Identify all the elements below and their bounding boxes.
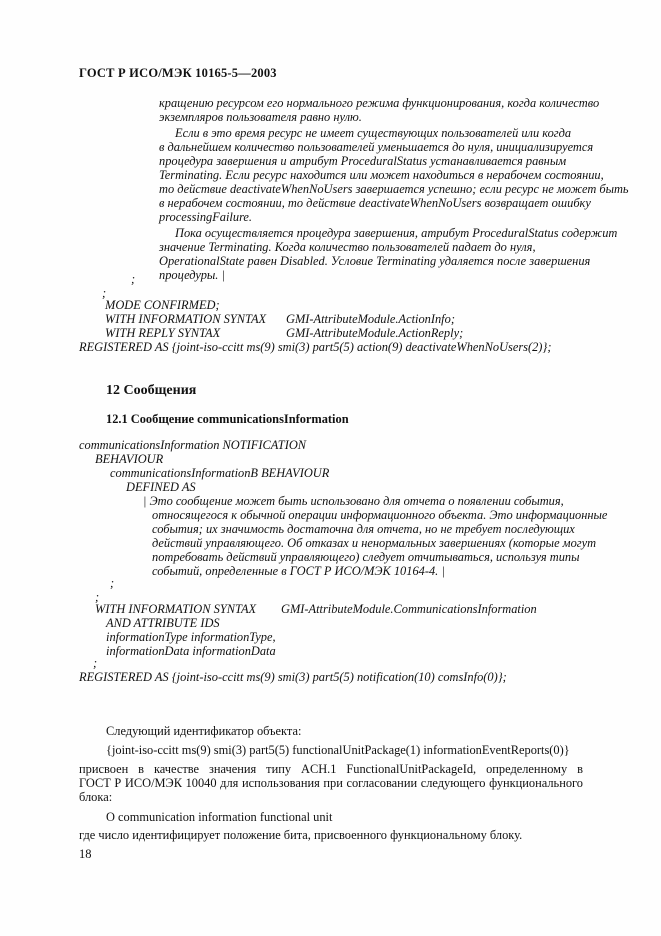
registered-as: REGISTERED AS {joint-iso-ccitt ms(9) smi(3) part5(5) notification(10) comsInfo(0)}; xyxy=(79,670,507,684)
text-line: Если в это время ресурс не имеет существующих пользователей или когда xyxy=(175,126,572,140)
registered-as: REGISTERED AS {joint-iso-ccitt ms(9) smi(3) part5(5) action(9) deactivateWhenNoUsers(2)}; xyxy=(79,340,552,354)
information-syntax-label: WITH INFORMATION SYNTAX xyxy=(105,312,267,326)
information-syntax-label: WITH INFORMATION SYNTAX xyxy=(95,602,257,616)
notification-header: communicationsInformation NOTIFICATION xyxy=(79,438,307,452)
semicolon: ; xyxy=(131,272,136,286)
text-line: экземпляров пользователя равно нулю. xyxy=(159,110,362,124)
text-line: то действие deactivateWhenNoUsers завершается успешно; если ресурс не может быть xyxy=(159,182,629,196)
section-heading: 12 Сообщения xyxy=(106,383,197,398)
semicolon: ; xyxy=(95,590,100,604)
text-line: | Это сообщение может быть использовано для отчета о появлении события, xyxy=(143,494,564,508)
text-line: относящегося к обычной операции информационного объекта. Это информационные xyxy=(152,508,608,522)
text-line: действий управляющего. Об отказах и ненормальных завершениях (которые могут xyxy=(152,536,597,550)
functional-unit-line: O communication information functional unit xyxy=(106,810,333,824)
defined-as: DEFINED AS xyxy=(126,480,196,494)
text-line: процедура завершения и атрибут ProceduralStatus устанавливается равным xyxy=(159,154,567,168)
behaviour-name: communicationsInformationB BEHAVIOUR xyxy=(110,466,330,480)
paragraph: присвоен в качестве значения типу ACH.1 FunctionalUnitPackageId, определенному в xyxy=(79,762,583,776)
text-line: потребовать действий управляющего) следует отчитываться, используя типы xyxy=(152,550,580,564)
page-number: 18 xyxy=(79,847,92,861)
paragraph: блока: xyxy=(79,790,113,804)
subsection-heading: 12.1 Сообщение communicationsInformation xyxy=(106,412,349,426)
semicolon: ; xyxy=(110,576,115,590)
attribute-ids-label: AND ATTRIBUTE IDS xyxy=(106,616,220,630)
paragraph: где число идентифицирует положение бита, присвоенного функциональному блоку. xyxy=(79,828,523,842)
semicolon: ; xyxy=(102,286,107,300)
text-line: событий, определенные в ГОСТ Р ИСО/МЭК 10164-4. | xyxy=(152,564,445,578)
attribute-id: informationData informationData xyxy=(106,644,276,658)
text-line: в нерабочем состоянии, то действие deactivateWhenNoUsers возвращает ошибку xyxy=(159,196,591,210)
text-line: кращению ресурсом его нормального режима функционирования, когда количество xyxy=(159,96,600,110)
text-line: события; их значимость достаточна для отчета, но не требует последующих xyxy=(152,522,575,536)
text-line: Пока осуществляется процедура завершения, атрибут ProceduralStatus содержит xyxy=(175,226,618,240)
object-identifier: {joint-iso-ccitt ms(9) smi(3) part5(5) functionalUnitPackage(1) informationEventReports(0)} xyxy=(106,743,570,757)
text-line: значение Terminating. Когда количество пользователей падает до нуля, xyxy=(159,240,536,254)
paragraph: ГОСТ Р ИСО/МЭК 10040 для использования при согласовании следующего функционального xyxy=(79,776,583,790)
behaviour-keyword: BEHAVIOUR xyxy=(95,452,164,466)
reply-syntax-label: WITH REPLY SYNTAX xyxy=(105,326,221,340)
paragraph: Следующий идентификатор объекта: xyxy=(106,724,302,738)
information-syntax-value: GMI-AttributeModule.CommunicationsInformation xyxy=(281,602,537,616)
document-title: ГОСТ Р ИСО/МЭК 10165-5—2003 xyxy=(79,66,277,80)
reply-syntax-value: GMI-AttributeModule.ActionReply; xyxy=(286,326,464,340)
text-line: processingFailure. xyxy=(159,210,253,224)
information-syntax-value: GMI-AttributeModule.ActionInfo; xyxy=(286,312,455,326)
text-line: Terminating. Если ресурс находится или может находиться в нерабочем состоянии, xyxy=(159,168,604,182)
mode-clause: MODE CONFIRMED; xyxy=(105,298,220,312)
text-line: OperationalState равен Disabled. Условие Terminating удаляется после завершения xyxy=(159,254,591,268)
attribute-id: informationType informationType, xyxy=(106,630,276,644)
text-line: процедуры. | xyxy=(159,268,225,282)
text-line: в дальнейшем количество пользователей уменьшается до нуля, инициализируется xyxy=(159,140,594,154)
semicolon: ; xyxy=(93,656,98,670)
